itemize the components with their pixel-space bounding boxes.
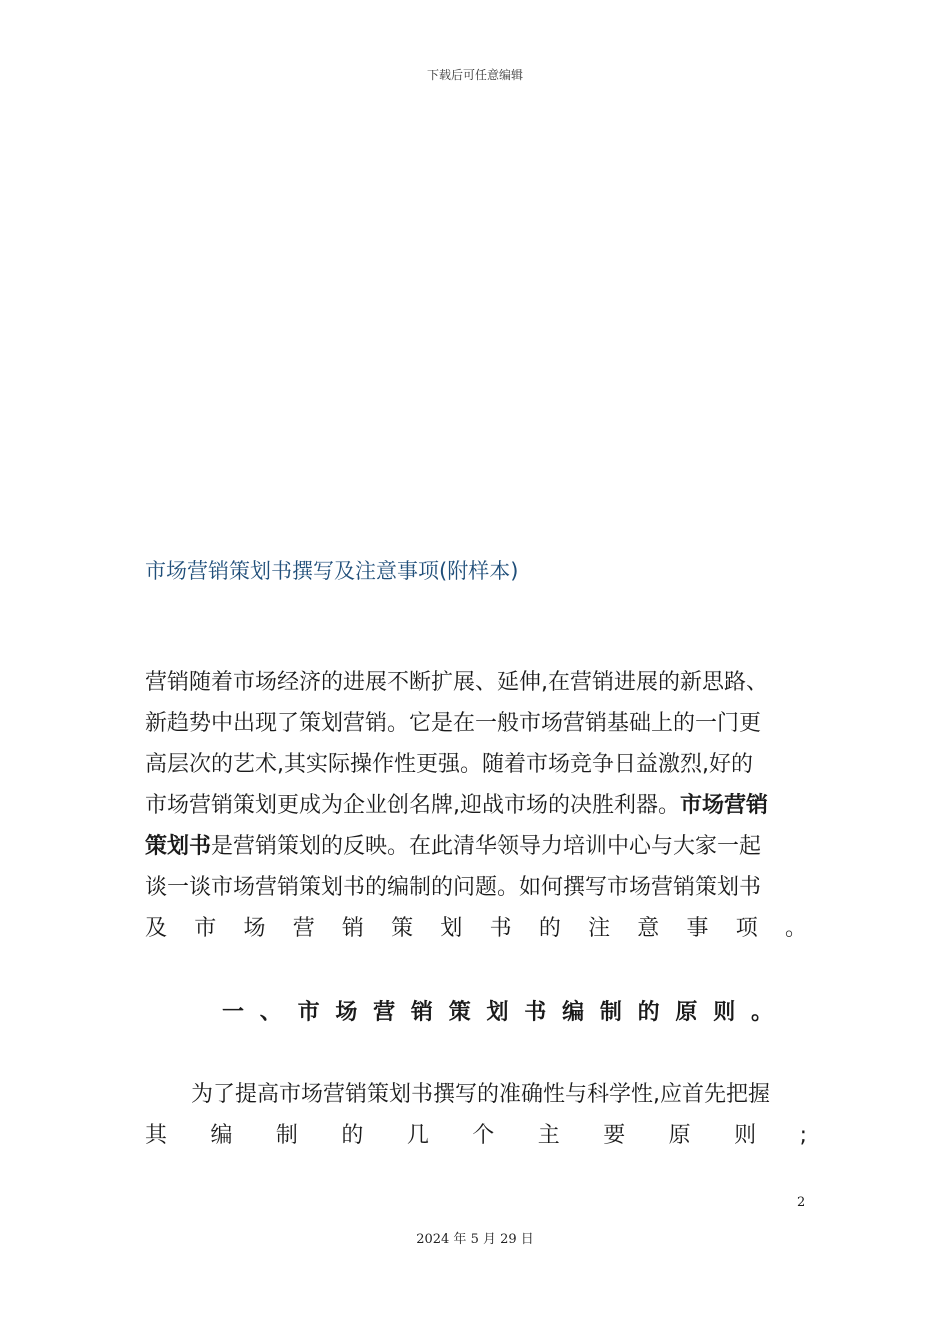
intro-paragraph <box>145 662 807 949</box>
section-line-2: 其 编 制 的 几 个 主 要 原 则 ; <box>145 1123 807 1148</box>
intro-line-2: 新趋势中出现了策划营销。它是在一般市场营销基础上的一门更 <box>145 711 762 736</box>
intro-line-6: 谈一谈市场营销策划书的编制的问题。如何撰写市场营销策划书 <box>145 875 762 900</box>
section-paragraph <box>145 1074 807 1156</box>
page-footer-date: 2024 年 5 月 29 日 <box>416 1232 534 1247</box>
bold-term-part2: 策划书 <box>145 834 212 859</box>
intro-line-5 <box>145 826 807 867</box>
section-line-1: 为了提高市场营销策划书撰写的准确性与科学性,应首先把握 <box>191 1082 770 1107</box>
intro-line-1: 营销随着市场经济的进展不断扩展、延伸,在营销进展的新思路、 <box>145 670 768 695</box>
page-number: 2 <box>797 1195 806 1210</box>
intro-line-7: 及 市 场 营 销 策 划 书 的 注 意 事 项 。 <box>145 916 807 941</box>
document-title: 市场营销策划书撰写及注意事项(附样本) <box>145 559 519 583</box>
intro-line-3: 高层次的艺术,其实际操作性更强。随着市场竞争日益激烈,好的 <box>145 752 753 777</box>
page-header: 下载后可任意编辑 <box>426 68 523 82</box>
intro-line-4 <box>145 785 807 826</box>
intro-line-4-text: 市场营销策划更成为企业创名牌,迎战市场的决胜利器。 <box>145 793 680 818</box>
intro-line-5-text: 是营销策划的反映。在此清华领导力培训中心与大家一起 <box>211 834 762 859</box>
bold-term-part1: 市场营销 <box>680 793 769 818</box>
section-heading: 一 、 市 场 营 销 策 划 书 编 制 的 原 则 。 <box>222 1000 775 1025</box>
